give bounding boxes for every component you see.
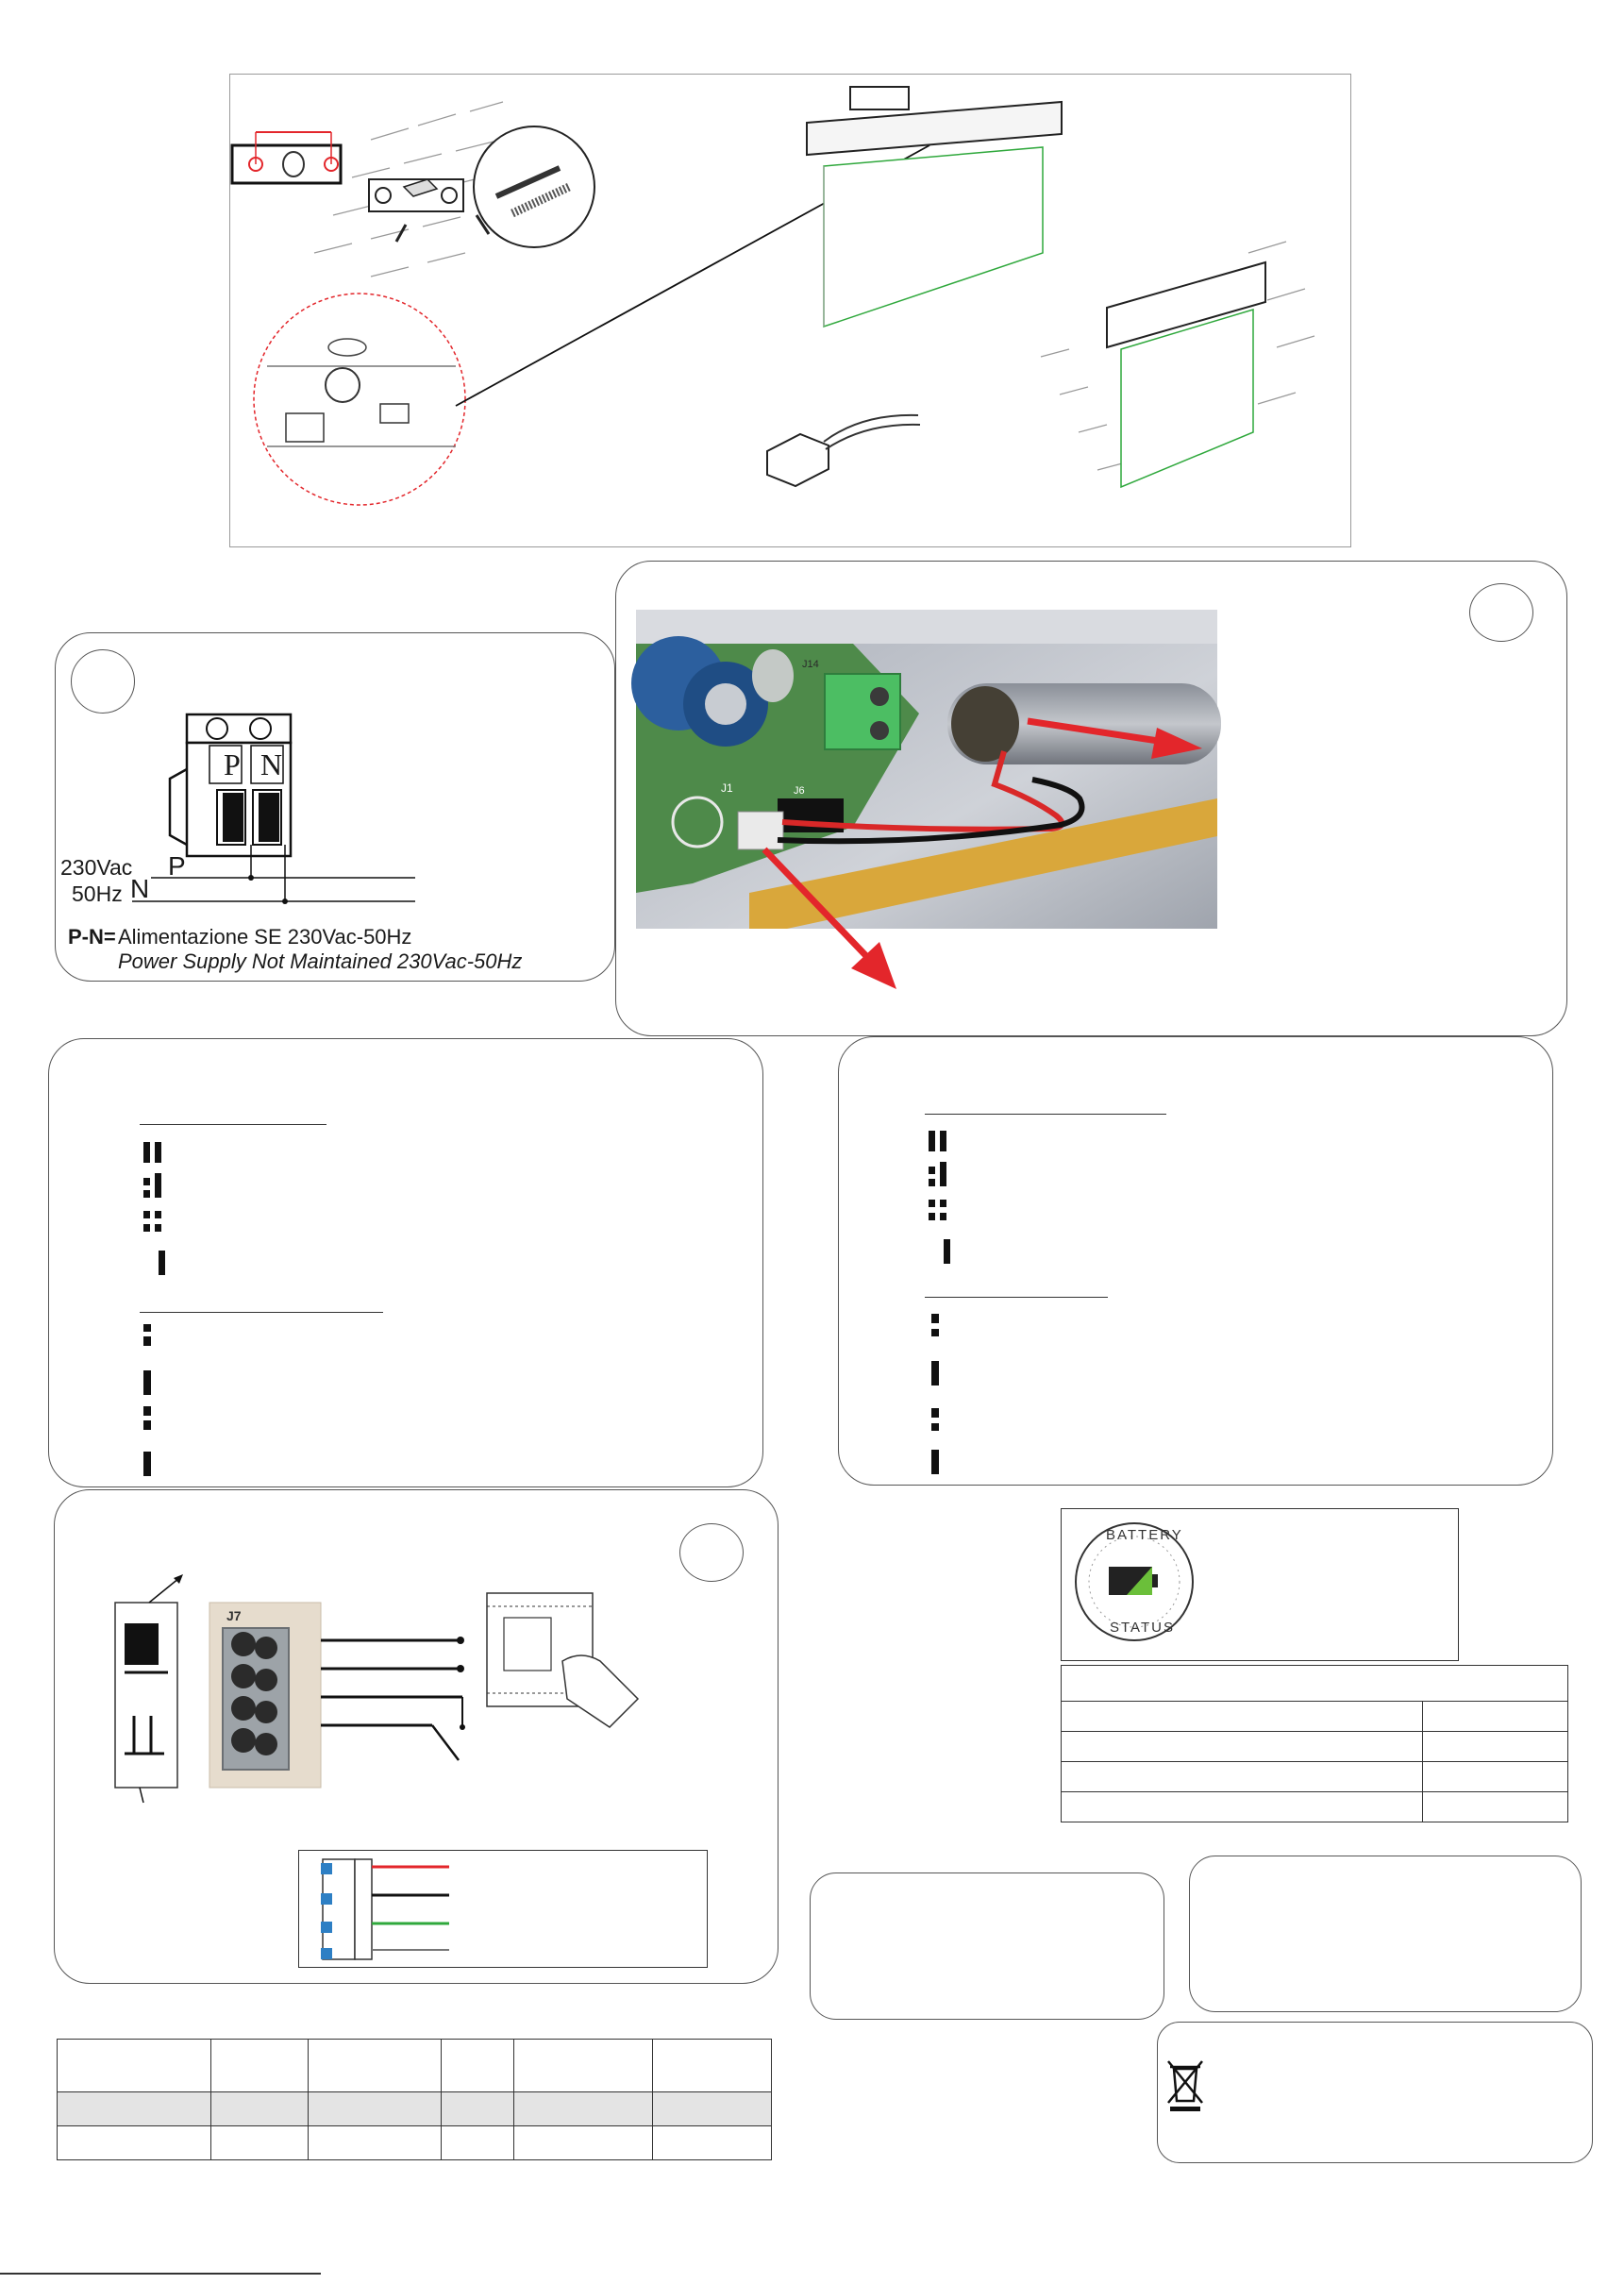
voltage-label: 230Vac: [60, 855, 133, 880]
wall-bracket: [369, 179, 489, 242]
power-supply-italian: Alimentazione SE 230Vac-50Hz: [118, 925, 412, 949]
exit-sign-mounted: [1041, 242, 1314, 487]
section-rule: [925, 1114, 1166, 1115]
wire-label-p: P: [168, 851, 186, 881]
section-rule: [140, 1124, 326, 1125]
exit-sign-exploded: [807, 87, 1062, 327]
battery-status-table: [1061, 1665, 1568, 1822]
board-label-j14: J14: [802, 659, 819, 670]
led-pattern-icons-a: [142, 1137, 179, 1279]
bottom-edge-artifact: [0, 2273, 321, 2284]
frequency-label: 50Hz: [72, 882, 123, 906]
led-pattern-icons-d: [931, 1306, 950, 1467]
power-supply-code: P-N=: [68, 925, 116, 949]
led-pattern-icons-b: [143, 1319, 162, 1480]
red-arrow-down: [745, 831, 934, 1019]
step-number-circle: [679, 1523, 744, 1582]
j7-label: J7: [226, 1608, 242, 1623]
section-rule: [925, 1297, 1108, 1298]
weee-box: [1157, 2022, 1593, 2163]
step-number-circle: [71, 649, 135, 714]
step-number-circle: [1469, 583, 1533, 642]
info-box-left: [810, 1873, 1164, 2020]
section-rule: [140, 1312, 383, 1313]
mounting-plate-detail: [232, 132, 341, 183]
terminal-label-n: N: [260, 747, 283, 781]
terminal-block-cable: [767, 415, 920, 486]
board-label-j1: J1: [721, 781, 733, 795]
battery-badge-top-text: BATTERY: [1106, 1527, 1183, 1543]
info-box-right: [1189, 1856, 1582, 2012]
connector-detail: [302, 1852, 698, 1965]
board-label-j6: J6: [794, 785, 805, 797]
led-pattern-icons-c: [927, 1126, 964, 1268]
weee-bin-icon: [1166, 2059, 1204, 2112]
screw-anchor-detail: [474, 126, 594, 247]
installation-drawing: [229, 74, 1349, 546]
terminal-diagram: [160, 703, 519, 892]
battery-badge-bottom-text: STATUS: [1110, 1620, 1175, 1636]
j7-wiring-diagram: [111, 1576, 640, 1803]
power-supply-english: Power Supply Not Maintained 230Vac-50Hz: [118, 949, 523, 973]
specs-table: [57, 2039, 772, 2160]
terminal-label-p: P: [224, 747, 241, 781]
wire-label-n: N: [130, 874, 150, 903]
